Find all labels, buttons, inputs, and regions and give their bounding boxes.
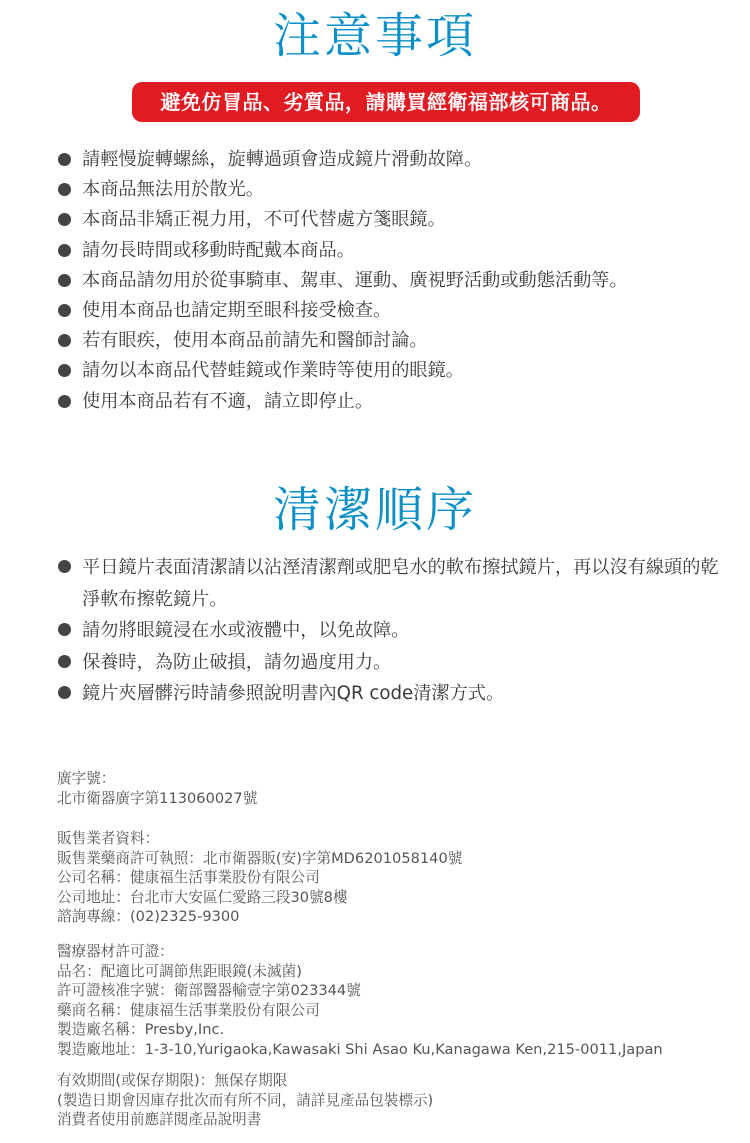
list-item [56, 236, 736, 266]
list-item-text: 請勿長時間或移動時配戴本商品。 [82, 239, 355, 261]
list-item [56, 678, 736, 710]
list-item [56, 552, 736, 615]
list-item-text: 平日鏡片表面清潔請以沾溼清潔劑或肥皂水的軟布擦拭鏡片，再以沒有線頭的乾淨軟布擦乾鏡片。 [82, 557, 719, 610]
bullet-icon [58, 244, 71, 257]
bullet-icon [58, 560, 71, 573]
license-manufacturer-address: 製造廠地址：1-3-10,Yurigaoka,Kawasaki Shi Asao Ku,Kanagawa Ken,215-0011,Japan [57, 1040, 663, 1058]
list-item-text: 請勿以本商品代替蛙鏡或作業時等使用的眼鏡。 [82, 360, 464, 382]
license-manufacturer: 製造廠名稱：Presby,Inc. [57, 1021, 225, 1038]
list-item-text: 本商品無法用於散光。 [82, 179, 264, 201]
expiry-block [57, 1071, 737, 1130]
notice-list [56, 145, 736, 417]
notice-title: 注意事項 [272, 8, 477, 64]
cleaning-title: 清潔順序 [272, 482, 477, 538]
seller-heading: 販售業者資料： [57, 830, 160, 847]
license-heading: 醫療器材許可證： [57, 943, 174, 960]
list-item [56, 296, 736, 326]
list-item [56, 387, 736, 417]
list-item-text: 本商品請勿用於從事騎車、駕車、運動、廣視野活動或動態活動等。 [82, 269, 628, 291]
bullet-icon [58, 686, 71, 699]
cleaning-list [56, 552, 736, 710]
bullet-icon [58, 213, 71, 226]
license-product-name: 品名：配適比可調節焦距眼鏡(未滅菌) [57, 962, 302, 980]
ad-permit-label: 廣字號： [57, 770, 116, 787]
seller-license: 販售業藥商許可執照：北市衛器販(安)字第MD6201058140號 [57, 849, 463, 867]
list-item-text: 若有眼疾，使用本商品前請先和醫師討論。 [82, 330, 428, 352]
list-item-text: 請勿將眼鏡浸在水或液體中，以免故障。 [82, 620, 410, 641]
bullet-icon [58, 655, 71, 668]
bullet-icon [58, 334, 71, 347]
bullet-icon [58, 183, 71, 196]
bullet-icon [58, 395, 71, 408]
bullet-icon [58, 153, 71, 166]
expiry-line: 有效期間(或保存期限)：無保存期限 [57, 1072, 288, 1089]
bullet-icon [58, 623, 71, 636]
seller-info-block [57, 829, 737, 927]
bullet-icon [58, 274, 71, 287]
list-item-text: 請輕慢旋轉螺絲，旋轉過頭會造成鏡片滑動故障。 [82, 149, 483, 170]
list-item [56, 647, 736, 679]
ad-permit-block [57, 769, 737, 808]
list-item [56, 175, 736, 205]
list-item [56, 145, 736, 175]
bullet-icon [58, 364, 71, 377]
license-pharmacy: 藥商名稱：健康福生活事業股份有限公司 [57, 1001, 320, 1019]
seller-phone: 諮詢專線：(02)2325-9300 [57, 908, 240, 925]
seller-address: 公司地址：台北市大安區仁愛路三段30號8樓 [57, 888, 348, 906]
list-item [56, 205, 736, 235]
seller-company: 公司名稱：健康福生活事業股份有限公司 [57, 869, 320, 886]
list-item-text: 保養時，為防止破損，請勿過度用力。 [82, 651, 392, 673]
expiry-note: (製造日期會因庫存批次而有所不同，請詳見產品包裝標示) [57, 1091, 434, 1109]
list-item [56, 356, 736, 386]
license-permit-number: 許可證核准字號：衛部醫器輸壹字第023344號 [57, 982, 361, 999]
list-item [56, 615, 736, 647]
list-item [56, 266, 736, 296]
consumer-notice: 消費者使用前應詳閱產品說明書 [57, 1111, 262, 1128]
device-license-block [57, 942, 737, 1059]
bullet-icon [58, 304, 71, 317]
list-item-text: 本商品非矯正視力用，不可代替處方箋眼鏡。 [82, 209, 446, 231]
list-item-text: 鏡片夾層髒污時請參照說明書內QR code清潔方式。 [82, 683, 505, 704]
list-item [56, 326, 736, 356]
list-item-text: 使用本商品也請定期至眼科接受檢查。 [82, 300, 392, 322]
ad-permit-value: 北市衛器廣字第113060027號 [57, 789, 258, 807]
list-item-text: 使用本商品若有不適，請立即停止。 [82, 390, 374, 412]
warning-banner: 避免仿冒品、劣質品，請購買經衛福部核可商品。 [132, 82, 640, 122]
